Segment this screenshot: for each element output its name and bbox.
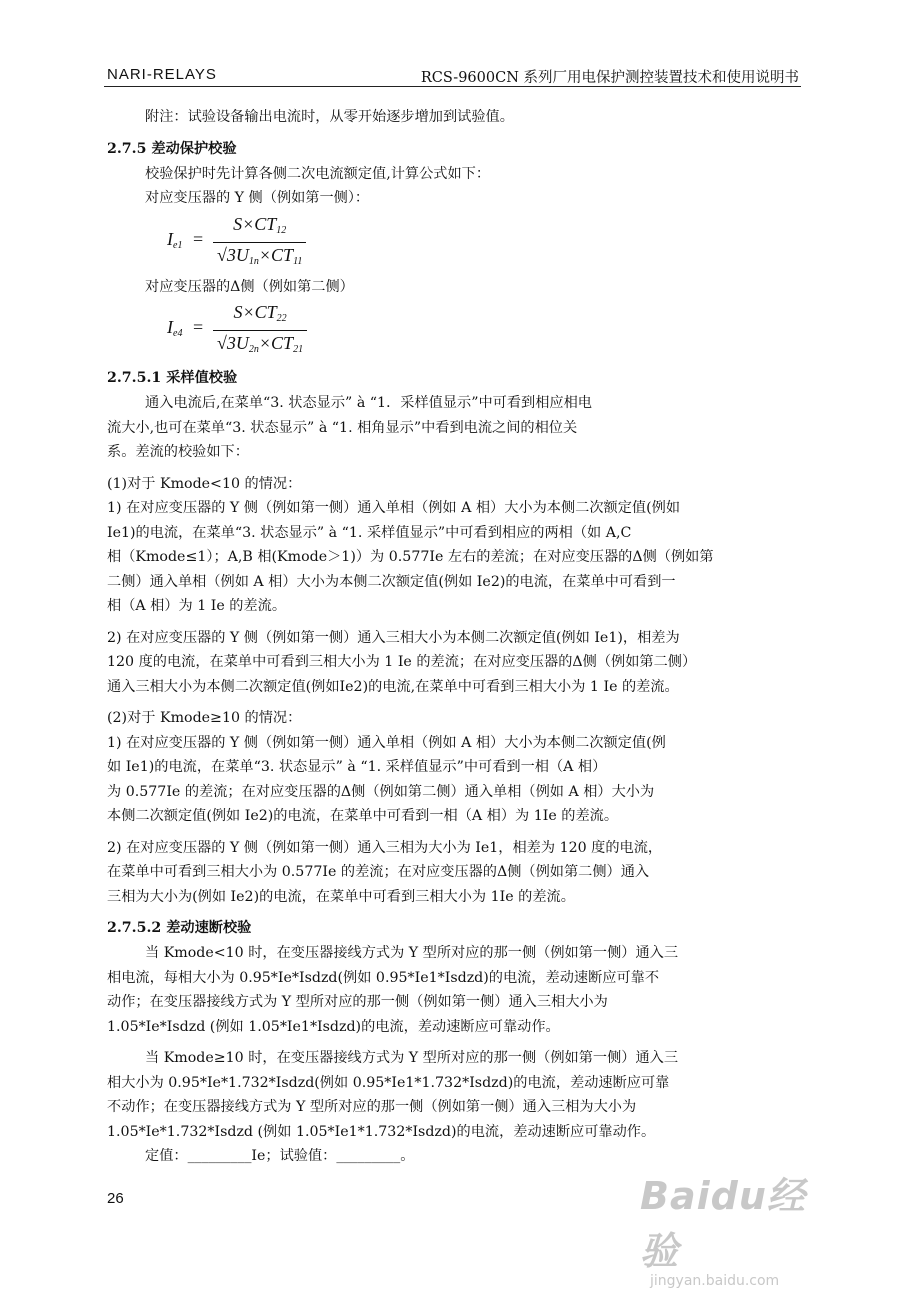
paragraph-line: 1.05*Ie*1.732*Isdzd (例如 1.05*Ie1*1.732*Isdzd)的电流，差动速断应可靠动作。	[107, 1123, 656, 1140]
paragraph-line: 1) 在对应变压器的 Y 侧（例如第一侧）通入单相（例如 A 相）大小为本侧二次额定值(例如	[107, 500, 681, 516]
formula-denominator: $√3U_{2n}\times CT_{21}$	[217, 333, 304, 355]
formula-fraction	[213, 301, 307, 362]
paragraph-line: 系。差流的校验如下：	[107, 444, 249, 460]
page-number: 26	[107, 1190, 124, 1207]
formula-ie4	[167, 301, 800, 359]
header-divider	[104, 86, 801, 87]
paragraph-line: 通入电流后,在菜单“3. 状态显示” à “1．采样值显示”中可看到相应相电	[145, 395, 592, 411]
paragraph-line: 对应变压器的 Y 侧（例如第一侧）：	[145, 190, 370, 206]
header-document-title: RCS-9600CN 系列厂用电保护测控装置技术和使用说明书	[420, 70, 799, 86]
baidu-jingyan-watermark	[640, 1165, 840, 1289]
formula-numerator: $S\times CT_{22}$	[233, 302, 287, 324]
paragraph-line: 2) 在对应变压器的 Y 侧（例如第一侧）通入三相为大小为 Ie1，相差为 120 度的电流，	[107, 839, 663, 856]
paragraph-line: 校验保护时先计算各侧二次电流额定值,计算公式如下：	[145, 165, 491, 182]
paragraph-line: 相大小为 0.95*Ie*1.732*Isdzd(例如 0.95*Ie1*1.732*Isdzd)的电流，差动速断应可靠	[107, 1074, 670, 1091]
paragraph-line: 为 0.577Ie 的差流；在对应变压器的Δ侧（例如第二侧）通入单相（例如 A 相）大小为	[107, 783, 655, 800]
section-heading-2-7-5-2: 2.7.5.2 差动速断校验	[107, 920, 252, 936]
watermark-brand: Baidu经验	[640, 1174, 806, 1273]
paragraph-line: 不动作；在变压器接线方式为 Y 型所对应的那一侧（例如第一侧）通入三相为大小为	[107, 1099, 637, 1115]
paragraph-line: 动作；在变压器接线方式为 Y 型所对应的那一侧（例如第一侧）通入三相大小为	[107, 994, 608, 1010]
paragraph-line: 对应变压器的Δ侧（例如第二侧）	[145, 278, 354, 295]
paragraph-line: 如 Ie1)的电流，在菜单“3. 状态显示” à “1. 采样值显示”中可看到一相（A 相）	[107, 759, 607, 775]
section-heading-2-7-5: 2.7.5 差动保护校验	[107, 140, 237, 157]
watermark-url: jingyan.baidu.com	[650, 1273, 780, 1289]
case-heading: (2)对于 Kmode≥10 的情况：	[107, 710, 302, 726]
paragraph-line: 1.05*Ie*Isdzd (例如 1.05*Ie1*Isdzd)的电流，差动速断应可靠动作。	[107, 1018, 560, 1035]
formula-equals: =	[193, 317, 204, 337]
case-heading: (1)对于 Kmode<10 的情况：	[107, 475, 302, 492]
paragraph-line: 2) 在对应变压器的 Y 侧（例如第一侧）通入三相大小为本侧二次额定值(例如 Ie1)，相差为	[107, 629, 680, 646]
paragraph-line: 相（Kmode≤1）；A,B 相(Kmode＞1)）为 0.577Ie 左右的差流；在对应变压器的Δ侧（例如第	[107, 549, 714, 565]
paragraph-line: 流大小,也可在菜单“3. 状态显示” à “1. 相角显示”中看到电流之间的相位关	[107, 419, 578, 436]
paragraph-line: 二侧）通入单相（例如 A 相）大小为本侧二次额定值(例如 Ie2)的电流，在菜单中可看到一	[107, 573, 676, 590]
formula-equals: =	[193, 228, 204, 249]
paragraph-line: 在菜单中可看到三相大小为 0.577Ie 的差流；在对应变压器的Δ侧（例如第二侧）通入	[107, 864, 650, 880]
formula-fraction	[213, 213, 306, 274]
paragraph-line: 三相为大小为(例如 Ie2)的电流，在菜单中可看到三相大小为 1Ie 的差流。	[107, 888, 575, 905]
formula-ie1	[167, 213, 800, 271]
header-brand: NARI-RELAYS	[107, 66, 217, 83]
formula-lhs: $I_{e1}$	[167, 228, 183, 251]
section-heading-2-7-5-1: 2.7.5.1 采样值校验	[107, 370, 238, 386]
paragraph-line: 120 度的电流，在菜单中可看到三相大小为 1 Ie 的差流；在对应变压器的Δ侧（例如第二侧）	[107, 654, 697, 670]
setting-value-line: 定值：_________Ie；试验值：_________。	[145, 1148, 415, 1164]
document-body	[107, 105, 800, 1169]
note-line: 附注：试验设备输出电流时，从零开始逐步增加到试验值。	[145, 109, 514, 125]
paragraph-line: 通入三相大小为本侧二次额定值(例如Ie2)的电流,在菜单中可看到三相大小为 1 Ie 的差流。	[107, 678, 679, 695]
paragraph-line: 当 Kmode<10 时，在变压器接线方式为 Y 型所对应的那一侧（例如第一侧）通入三	[145, 945, 679, 961]
paragraph-line: 本侧二次额定值(例如 Ie2)的电流，在菜单中可看到一相（A 相）为 1Ie 的差流。	[107, 808, 619, 824]
formula-numerator: $S\times CT_{12}$	[233, 213, 287, 236]
paragraph-line: 相电流，每相大小为 0.95*Ie*Isdzd(例如 0.95*Ie1*Isdzd)的电流，差动速断应可靠不	[107, 969, 660, 986]
paragraph-line: 1) 在对应变压器的 Y 侧（例如第一侧）通入单相（例如 A 相）大小为本侧二次额定值(例	[107, 734, 666, 751]
paragraph-line: Ie1)的电流，在菜单“3. 状态显示” à “1. 采样值显示”中可看到相应的两相（如 A,C	[107, 524, 632, 541]
formula-lhs: $I_{e4}$	[167, 317, 183, 339]
paragraph-line: 当 Kmode≥10 时，在变压器接线方式为 Y 型所对应的那一侧（例如第一侧）通入三	[145, 1050, 679, 1066]
paragraph-line: 相（A 相）为 1 Ie 的差流。	[107, 598, 287, 614]
formula-denominator: $√3U_{1n}\times CT_{11}$	[217, 244, 303, 267]
